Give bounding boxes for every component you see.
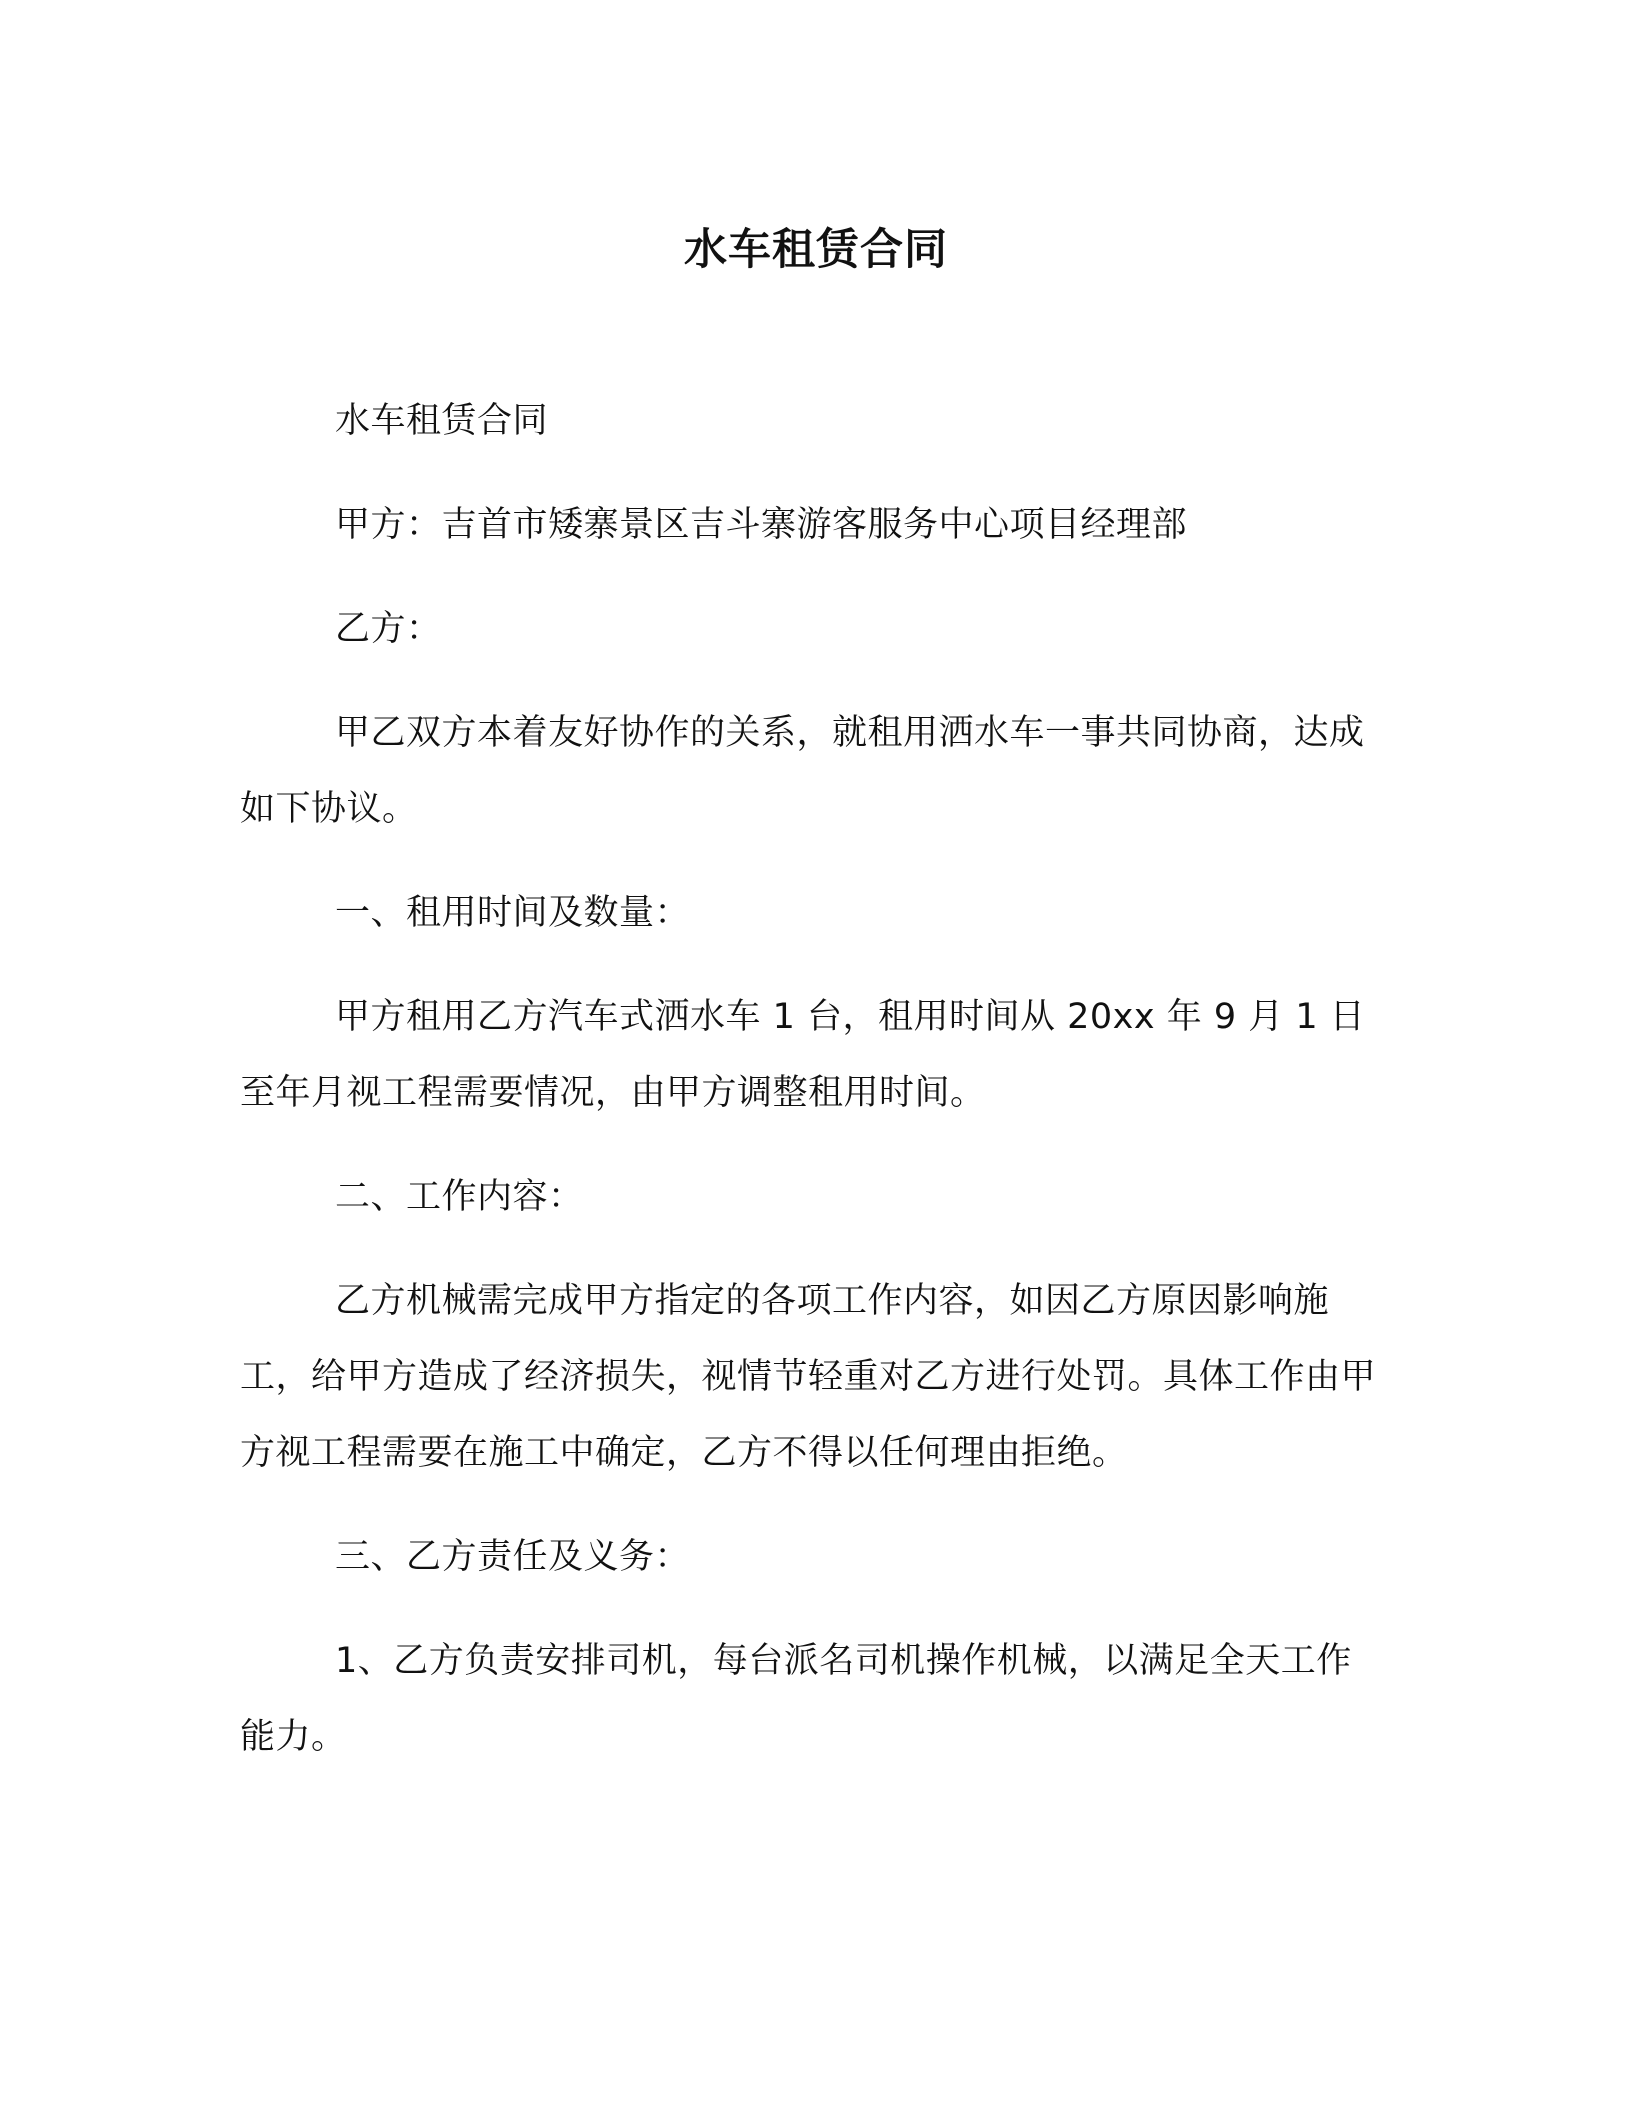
- section-heading-2: 二、工作内容：: [335, 1177, 584, 1217]
- paragraph-rental-term: 甲方租用乙方汽车式洒水车 1 台，租用时间从 20xx 年 9 月 1 日至年月视工程需要情况，由甲方调整租用时间。: [240, 997, 1366, 1113]
- paragraph-party-a: 甲方：吉首市矮寨景区吉斗寨游客服务中心项目经理部: [335, 505, 1188, 545]
- paragraph-preamble: 甲乙双方本着友好协作的关系，就租用洒水车一事共同协商，达成如下协议。: [240, 713, 1365, 829]
- section-heading-1: 一、租用时间及数量：: [335, 893, 691, 933]
- document-title: 水车租赁合同: [684, 225, 948, 275]
- section-heading-3: 三、乙方责任及义务：: [335, 1537, 691, 1577]
- paragraph-obligation-1: 1、乙方负责安排司机，每台派名司机操作机械，以满足全天工作能力。: [240, 1641, 1352, 1757]
- paragraph-party-b: 乙方：: [335, 609, 442, 649]
- paragraph-work-content: 乙方机械需完成甲方指定的各项工作内容，如因乙方原因影响施工，给甲方造成了经济损失，视情节轻重对乙方进行处罚。具体工作由甲方视工程需要在施工中确定，乙方不得以任何理由拒绝。: [240, 1281, 1377, 1473]
- paragraph-subtitle: 水车租赁合同: [335, 401, 549, 441]
